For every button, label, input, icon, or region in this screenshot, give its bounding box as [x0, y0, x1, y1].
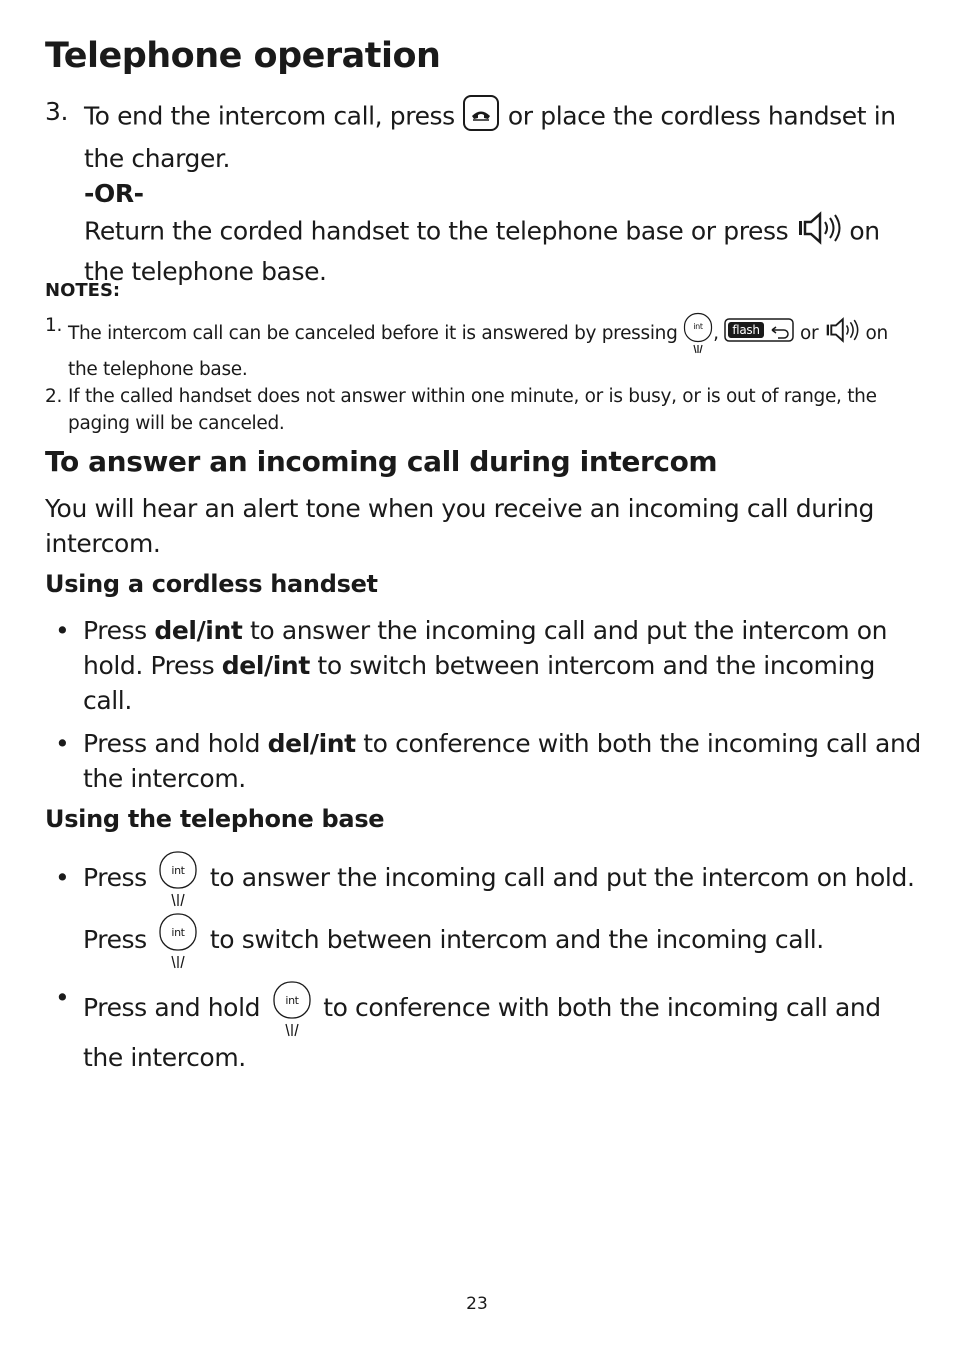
note-item: [45, 312, 905, 383]
section-heading: To answer an incoming call during intercom: [45, 445, 718, 478]
key-label: del/int: [267, 729, 356, 758]
note-sep: ,: [713, 323, 719, 344]
text: to switch between intercom and the incoming call.: [83, 651, 875, 715]
note-number: 2.: [45, 386, 63, 407]
flash-label: flash: [732, 323, 760, 337]
base-heading: Using the telephone base: [45, 805, 385, 833]
int-button-icon: [158, 850, 198, 910]
list-item: [45, 848, 925, 972]
section-intro: You will hear an alert tone when you receive an incoming call during intercom.: [45, 494, 875, 558]
text: to conference with both the incoming call and the intercom.: [83, 729, 921, 793]
text: to answer the incoming call and put the intercom on hold. Press: [83, 616, 888, 680]
notes-list: [45, 312, 905, 437]
key-label: del/int: [221, 651, 310, 680]
list-item: [45, 726, 925, 796]
step-text: Return the corded handset to the telephone base or press: [84, 216, 789, 246]
note-sep: or: [799, 323, 819, 344]
text: Press: [83, 925, 147, 954]
int-button-icon: [272, 980, 312, 1040]
bullet-dot: •: [55, 729, 70, 758]
step-text: or place the cordless handset in the charger.: [84, 101, 896, 173]
svg-text:int: int: [693, 322, 703, 331]
page-title: Telephone operation: [45, 36, 441, 76]
notes-label: NOTES:: [45, 280, 121, 301]
key-label: del/int: [154, 616, 243, 645]
base-bullets: [45, 848, 925, 1083]
phone-end-icon: [462, 94, 500, 141]
list-item: [45, 980, 925, 1075]
text: to switch between intercom and the incoming call.: [209, 925, 824, 954]
int-button-icon: [683, 312, 713, 356]
step-3: [45, 94, 925, 289]
bullet-dot: •: [55, 863, 70, 892]
note-item: [45, 383, 905, 437]
flash-button-icon: [724, 318, 794, 350]
text: Press and hold: [83, 993, 261, 1022]
cordless-heading: Using a cordless handset: [45, 570, 378, 598]
text: to answer the incoming call and put the intercom on hold.: [209, 863, 915, 892]
int-label: int: [285, 994, 299, 1007]
int-label: int: [171, 926, 185, 939]
list-item: [45, 613, 925, 718]
cordless-bullets: [45, 613, 925, 804]
text: Press: [83, 863, 147, 892]
step-text: To end the intercom call, press: [84, 101, 455, 131]
text: Press and hold: [83, 729, 261, 758]
note-text: The intercom call can be canceled before it is answered by pressing: [68, 323, 678, 344]
note-text: on the telephone base.: [68, 323, 888, 380]
bullet-dot: •: [55, 616, 70, 645]
bullet-dot: •: [55, 983, 70, 1012]
int-label: int: [171, 864, 185, 877]
note-text: If the called handset does not answer within one minute, or is busy, or is out of range, the paging will be canceled.: [68, 386, 877, 434]
int-button-icon: [158, 912, 198, 972]
text: Press: [83, 616, 147, 645]
step-text: on the telephone base.: [84, 216, 880, 286]
speaker-icon: [796, 211, 842, 254]
step-number: 3.: [45, 97, 69, 126]
page-number: 23: [466, 1294, 488, 1314]
note-number: 1.: [45, 315, 63, 336]
or-separator: -OR-: [84, 179, 144, 208]
speaker-icon: [824, 317, 860, 351]
text: to conference with both the incoming call and the intercom.: [83, 993, 881, 1072]
